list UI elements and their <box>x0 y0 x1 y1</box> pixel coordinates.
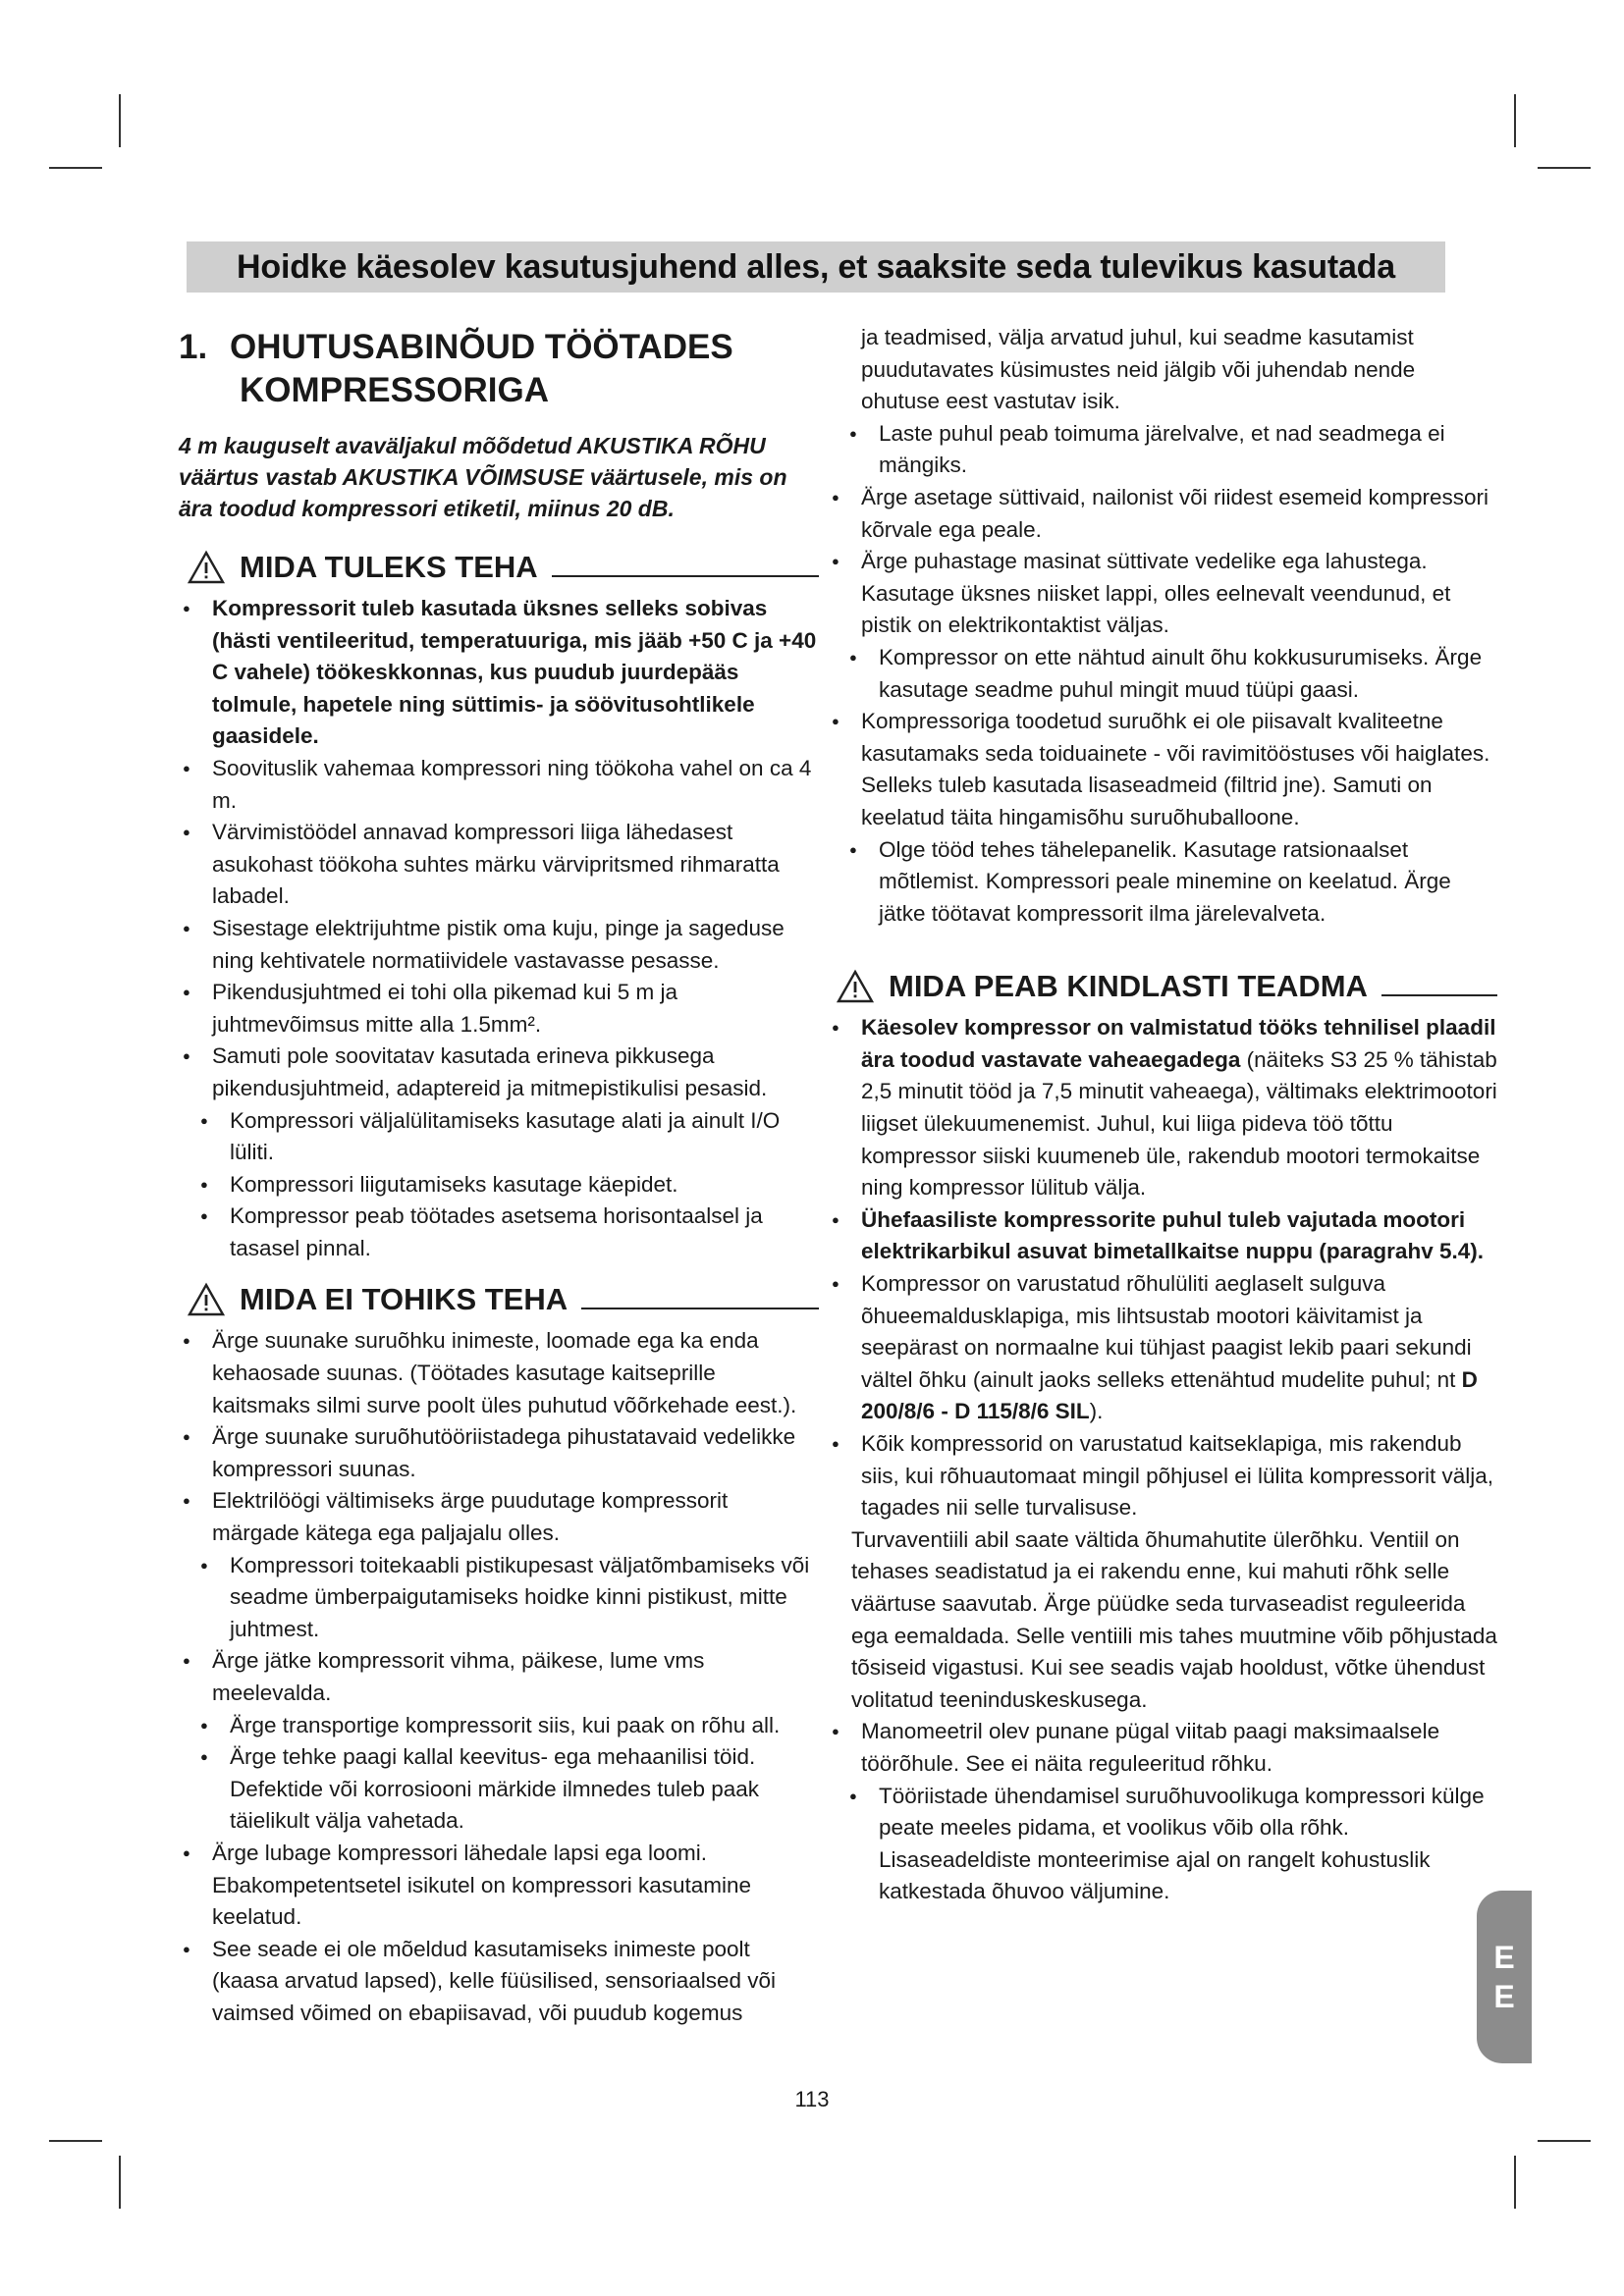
dont-list-continued <box>828 322 1497 930</box>
list-item: ● Ärge puhastage masinat süttivate vedelike ega lahustega. Kasutage üksnes niisket lappi, olles eelnevalt veendunud, et pistik on elektrikontaktist väljas. <box>828 546 1497 642</box>
list-item-continuation: ja teadmised, välja arvatud juhul, kui seadme kasutamist puudutavates küsimustes neid jälgib või juhendab nende ohutuse eest vastutav isik. <box>861 325 1416 414</box>
list-item-safety-valve: Turvaventiili abil saate vältida õhumahutite ülerõhku. Ventiil on tehases seadistatud ja ei rakendu enne, kui mahuti rõhk selle väärtuse saavutab. Ärge püüdke seda turvaseadist reguleerida ega eemaldada. Selle ventiili mis tahes muutmine võib põhjustada tõsiseid vigastusi. Kui see seadis vajab hooldust, võtke ühendust volitatud teeninduskeskusega. <box>851 1526 1497 1712</box>
language-tab <box>1477 1891 1532 2063</box>
list-item: ● Tööriistade ühendamisel suruõhuvoolikuga kompressori külge peate meeles pidama, et voolikus võib olla rõhk. Lisaseadeldiste monteerimise ajal on rangelt kohustuslik katkestada õhuvoo väljumine. <box>828 1781 1497 1908</box>
crop-mark <box>119 2156 121 2209</box>
model-range: D 200/8/6 - D 115/8/6 SIL <box>861 1366 1478 1424</box>
page-banner <box>187 241 1445 293</box>
left-column <box>179 322 819 2030</box>
do-list <box>179 593 819 1264</box>
list-item: ● Ärge tehke paagi kallal keevitus- ega mehaanilisi töid. Defektide või korrosiooni märkide ilmnedes tuleb paak täielikult välja vahetada. <box>179 1741 819 1838</box>
language-tab-letter: E <box>1493 1940 1515 1975</box>
list-item: ● Soovituslik vahemaa kompressori ning töökoha vahel on ca 4 m. <box>179 753 819 817</box>
dont-list <box>179 1325 819 2029</box>
list-item: ● Kompressor on ette nähtud ainult õhu kokkusurumiseks. Ärge kasutage seadme puhul mingit muud tüüpi gaasi. <box>828 642 1497 706</box>
list-item: ● Kompressori liigutamiseks kasutage käepidet. <box>179 1169 819 1201</box>
list-item <box>828 1268 1497 1428</box>
list-item-bold: Käesolev kompressor on valmistatud tööks tehnilisel plaadil ära toodud vastavate vaheaegadega <box>861 1015 1496 1072</box>
list-item: ● Ärge asetage süttivaid, nailonist või riidest esemeid kompressori kõrvale ega peale. <box>828 482 1497 546</box>
list-item: ● Kõik kompressorid on varustatud kaitseklapiga, mis rakendub siis, kui rõhuautomaat mingil põhjusel ei lülita kompressorit välja, tagades nii selle turvalisuse. <box>828 1428 1497 1524</box>
list-item: ● See seade ei ole mõeldud kasutamiseks inimeste poolt (kaasa arvatud lapsed), kelle füüsilised, sensoriaalsed või vaimsed võimed on ebapiisavad, või puudub kogemus <box>179 1934 819 2030</box>
crop-mark <box>49 2140 102 2142</box>
list-item: ● Ärge suunake suruõhku inimeste, loomade ega ka enda kehaosade suunas. (Töötades kasutage kaitseprille kaitsmaks silmi surve poolt üles puhutud võõrkehade eest.). <box>179 1325 819 1421</box>
crop-mark <box>1514 2156 1516 2209</box>
warning-triangle-icon <box>187 550 226 585</box>
section-title-do: MIDA TULEKS TEHA <box>240 550 538 584</box>
chapter-heading <box>179 326 819 412</box>
banner-text: Hoidke käesolev kasutusjuhend alles, et saaksite seda tulevikus kasutada <box>237 247 1395 286</box>
list-item: ● Ärge jätke kompressorit vihma, päikese, lume vms meelevalda. <box>179 1645 819 1709</box>
list-item: ● Samuti pole soovitatav kasutada erineva pikkusega pikendusjuhtmeid, adaptereid ja mitmepistikulisi pesasid. <box>179 1041 819 1104</box>
list-item: ● Ühefaasiliste kompressorite puhul tuleb vajutada mootori elektrikarbikul asuvat bimetallkaitse nuppu (paragrahv 5.4). <box>828 1204 1497 1268</box>
warning-triangle-icon <box>836 969 875 1004</box>
section-header-do <box>179 550 819 585</box>
list-item: ● Pikendusjuhtmed ei tohi olla pikemad kui 5 m ja juhtmevõimsus mitte alla 1.5mm². <box>179 977 819 1041</box>
crop-mark <box>1538 2140 1591 2142</box>
list-item: ● Kompressori väljalülitamiseks kasutage alati ja ainult I/O lüliti. <box>179 1105 819 1169</box>
chapter-title-line1: OHUTUSABINÕUD TÖÖTADES <box>230 328 733 366</box>
warning-triangle-icon <box>187 1282 226 1317</box>
crop-mark <box>49 167 102 169</box>
chapter-title-line2: KOMPRESSORIGA <box>240 371 550 409</box>
list-item: ● Värvimistöödel annavad kompressori liiga lähedasest asukohast töökoha suhtes märku värvipritsmed rihmaratta labadel. <box>179 817 819 913</box>
list-item: ● Olge tööd tehes tähelepanelik. Kasutage ratsionaalset mõtlemist. Kompressori peale minemine on keelatud. Ärge jätke töötavat kompressorit ilma järelevalveta. <box>828 834 1497 931</box>
right-column <box>828 322 1497 1908</box>
list-item: ● Kompressori toitekaabli pistikupesast väljatõmbamiseks või seadme ümberpaigutamiseks hoidke kinni pistikust, mitte juhtmest. <box>179 1550 819 1646</box>
crop-mark <box>1514 94 1516 147</box>
list-item: ● Kompressorit tuleb kasutada üksnes selleks sobivas (hästi ventileeritud, temperatuuriga, mis jääb +50 C ja +40 C vahele) töökeskkonnas, kus puudub juurdepääs tolmule, hapetele ning süttimis- ja söövitusohtlikele gaasidele. <box>179 593 819 753</box>
list-item: ● Manomeetril olev punane pügal viitab paagi maksimaalsele töörõhule. See ei näita reguleeritud rõhku. <box>828 1716 1497 1780</box>
page-number: 113 <box>794 2087 830 2111</box>
language-tab-letter: E <box>1493 1979 1515 2014</box>
section-title-know: MIDA PEAB KINDLASTI TEADMA <box>889 969 1368 1004</box>
list-item: ● Elektrilöögi vältimiseks ärge puudutage kompressorit märgade kätega ega paljajalu olles. <box>179 1485 819 1549</box>
list-item: ● Kompressor peab töötades asetsema horisontaalsel ja tasasel pinnal. <box>179 1201 819 1264</box>
crop-mark <box>1538 167 1591 169</box>
chapter-number: 1. <box>179 328 208 366</box>
list-item: ● Kompressoriga toodetud suruõhk ei ole piisavalt kvaliteetne kasutamaks seda toiduainete - või ravimitööstuses või haiglates. Selleks tuleb kasutada lisaseadmeid (filtrid jne). Samuti on keelatud täita hingamisõhu suruõhuballoone. <box>828 706 1497 833</box>
list-item: ● Ärge suunake suruõhutööriistadega pihustatavaid vedelikke kompressori suunas. <box>179 1421 819 1485</box>
list-item: ● Ärge transportige kompressorit siis, kui paak on rõhu all. <box>179 1710 819 1742</box>
section-header-know <box>828 969 1497 1004</box>
list-item: ● Ärge lubage kompressori lähedale lapsi ega loomi. Ebakompetentsetel isikutel on kompressori kasutamine keelatud. <box>179 1838 819 1934</box>
section-rule <box>1381 977 1497 996</box>
crop-mark <box>119 94 121 147</box>
list-item <box>828 1012 1497 1204</box>
list-item-text: Kompressor on varustatud rõhulüliti aeglaselt sulguva õhueemaldusklapiga, mis lihtsustab mootori käivitamist ja seepärast on normaalne kui tühjast paagist lekib paari sekundi vältel õhku (ainult jaoks selleks ettenähtud mudelite puhul; nt <box>861 1271 1472 1392</box>
list-item-text: ). <box>1089 1399 1104 1424</box>
intro-paragraph: 4 m kauguselt avaväljakul mõõdetud AKUSTIKA RÕHU väärtus vastab AKUSTIKA VÕIMSUSE väärtusele, mis on ära toodud kompressori etiketil, miinus 20 dB. <box>179 433 787 521</box>
section-title-dont: MIDA EI TOHIKS TEHA <box>240 1282 568 1317</box>
section-header-dont <box>179 1282 819 1317</box>
section-rule <box>552 558 819 577</box>
list-item: ● Laste puhul peab toimuma järelvalve, et nad seadmega ei mängiks. <box>828 418 1497 482</box>
section-rule <box>581 1290 819 1309</box>
list-item-text: (näiteks S3 25 % tähistab 2,5 minutit tööd ja 7,5 minutit vaheaega), vältimaks elektrimootori liigset ülekuumenemist. Juhul, kui liiga pideva töö tõttu kompressor siiski kuumeneb üle, rakendub mootori termokaitse ning kompressor lülitub välja. <box>861 1046 1497 1201</box>
list-item: ● Sisestage elektrijuhtme pistik oma kuju, pinge ja sageduse ning kehtivatele normatiividele vastavasse pesasse. <box>179 913 819 977</box>
know-list <box>828 1012 1497 1908</box>
